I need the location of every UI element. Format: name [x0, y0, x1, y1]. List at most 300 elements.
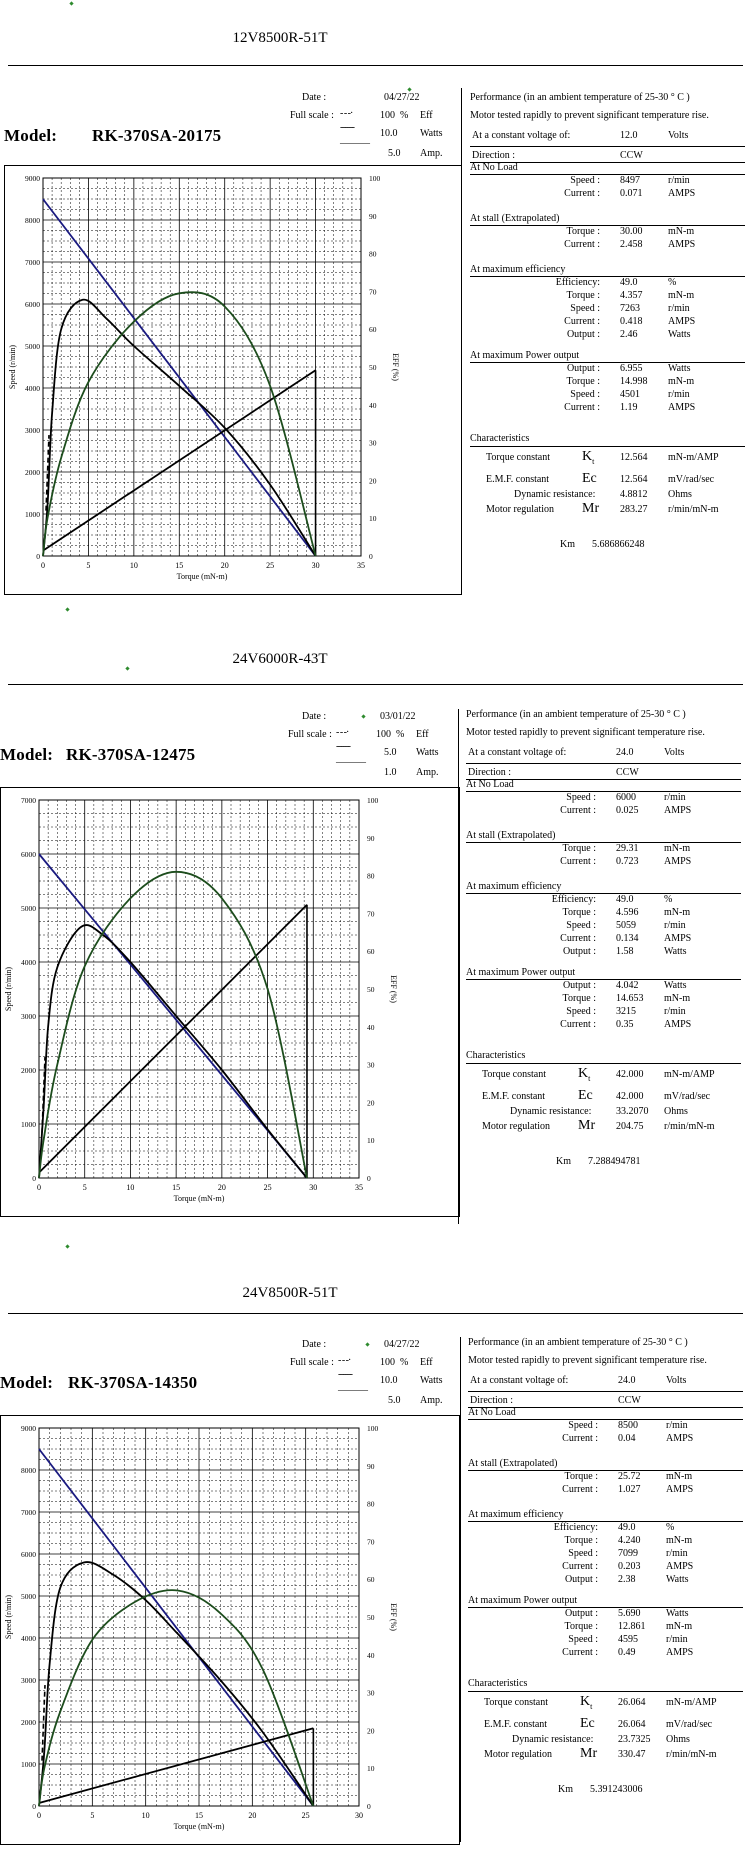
y2-tick-label: 40 [369, 400, 377, 410]
spec-label: Torque : [564, 1535, 598, 1546]
y-tick-label: 5000 [25, 342, 40, 351]
char-symbol-main: K [582, 449, 593, 464]
scale-watts-value: 10.0 [380, 1375, 398, 1386]
spec-unit: Watts [668, 329, 691, 340]
char-label: Motor regulation [482, 1121, 551, 1132]
section-rule [468, 1391, 743, 1392]
max-eff-row [468, 1574, 743, 1587]
x-tick-label: 10 [126, 1183, 135, 1192]
spec-value: 4.240 [618, 1535, 641, 1546]
spec-unit: mN-m [664, 907, 691, 918]
spec-value: 49.0 [618, 1522, 636, 1533]
char-symbol [578, 1088, 593, 1104]
y2-tick-label: 60 [369, 325, 377, 335]
voltage-unit: Volts [664, 747, 685, 758]
spec-label: Output : [566, 329, 600, 340]
char-unit: mV/rad/sec [666, 1719, 713, 1730]
spec-unit: r/min [668, 389, 690, 400]
scale-eff-name: Eff [420, 1357, 433, 1368]
spec-label: Speed : [566, 920, 596, 931]
spec-unit: mN-m [668, 226, 695, 237]
green-marker-icon [361, 714, 365, 718]
x-tick-label: 0 [41, 561, 45, 570]
y-tick-label: 7000 [21, 796, 36, 805]
full-scale-label: Full scale : [290, 1357, 334, 1368]
spec-label: Torque : [562, 907, 596, 918]
spec-unit: mN-m [668, 290, 695, 301]
direction-label: Direction : [472, 150, 516, 161]
voltage-unit: Volts [668, 130, 689, 141]
scale-amp-name: Amp. [420, 148, 443, 159]
performance-chart [4, 165, 462, 595]
full-scale-label: Full scale : [290, 110, 334, 121]
x-tick-label: 35 [357, 561, 365, 570]
spec-value: 49.0 [616, 894, 634, 905]
section-title-max-eff: At maximum efficiency [470, 264, 566, 275]
spec-unit: % [668, 277, 677, 288]
char-unit: mN-m/AMP [664, 1069, 715, 1080]
y2-axis-label: EFF (%) [391, 353, 400, 381]
x-tick-label: 10 [141, 1811, 150, 1820]
y-axis-label: Speed (r/min) [4, 1594, 13, 1640]
spec-unit: Watts [666, 1574, 689, 1585]
spec-unit: mN-m [666, 1621, 693, 1632]
date-value: 03/01/22 [380, 711, 416, 722]
char-value: 283.27 [620, 504, 648, 515]
x-tick-label: 10 [129, 561, 138, 570]
char-unit: r/min/mN-m [664, 1121, 715, 1132]
spec-label: Torque : [564, 1621, 598, 1632]
section-title-no-load: At No Load [468, 1407, 516, 1418]
spec-label: Speed : [570, 303, 600, 314]
column-divider [460, 1337, 461, 1842]
char-value: 4.8812 [620, 489, 648, 500]
spec-label: Current : [564, 402, 600, 413]
km-row [466, 1156, 741, 1169]
spec-unit: AMPS [668, 239, 696, 250]
series-current-line [39, 1728, 313, 1803]
section-title-characteristics: Characteristics [466, 1050, 526, 1061]
spec-unit: Watts [664, 946, 687, 957]
scale-watts-name: Watts [416, 747, 439, 758]
model-label: Model: [0, 745, 54, 764]
y2-tick-label: 20 [369, 476, 377, 486]
header-rule [8, 65, 743, 66]
spec-unit: r/min [668, 303, 690, 314]
char-value: 33.2070 [616, 1106, 649, 1117]
max-power-row [466, 1019, 741, 1032]
spec-label: Torque : [566, 376, 600, 387]
y2-tick-label: 20 [367, 1098, 375, 1108]
eff-line-key: - - -· [340, 108, 353, 119]
amp-line-key: ——— [338, 1385, 368, 1396]
spec-unit: r/min [668, 175, 690, 186]
spec-label: Efficiency: [553, 1522, 598, 1533]
spec-unit: AMPS [664, 805, 692, 816]
char-symbol-main: K [578, 1066, 589, 1081]
spec-label: Output : [562, 946, 596, 957]
perf-note: Motor tested rapidly to prevent significant temperature rise. [470, 110, 709, 121]
char-symbol-sub: t [590, 1701, 593, 1711]
max-eff-row [470, 303, 745, 316]
char-symbol [580, 1694, 592, 1711]
spec-label: Torque : [562, 993, 596, 1004]
stall-row [468, 1484, 743, 1497]
y-tick-label: 2000 [21, 1718, 36, 1727]
x-tick-label: 0 [37, 1811, 41, 1820]
spec-label: Current : [564, 188, 600, 199]
spec-label: Speed : [570, 389, 600, 400]
eff-line-key: - - -· [338, 1355, 351, 1366]
voltage-value: 24.0 [616, 747, 634, 758]
char-value: 12.564 [620, 452, 648, 463]
spec-value: 14.998 [620, 376, 648, 387]
no-load-row [466, 792, 741, 805]
km-row [468, 1784, 743, 1797]
scale-eff-value: 100 [376, 729, 391, 740]
y2-tick-label: 10 [367, 1764, 375, 1774]
date-label: Date : [302, 711, 327, 722]
y-tick-label: 6000 [25, 300, 40, 309]
direction-label: Direction : [468, 767, 512, 778]
section-rule [470, 446, 745, 447]
section-title-no-load: At No Load [470, 162, 518, 173]
char-value: 12.564 [620, 474, 648, 485]
voltage-label: At a constant voltage of: [468, 747, 567, 758]
spec-value: 1.027 [618, 1484, 641, 1495]
spec-unit: AMPS [666, 1647, 694, 1658]
spec-label: Current : [564, 239, 600, 250]
spec-label: Output : [562, 980, 596, 991]
voltage-row [470, 130, 745, 143]
stall-row [466, 856, 741, 869]
x-tick-label: 25 [301, 1811, 310, 1820]
x-tick-label: 30 [355, 1811, 363, 1820]
scale-amp-name: Amp. [420, 1395, 443, 1406]
y-tick-label: 6000 [21, 1550, 36, 1559]
voltage-label: At a constant voltage of: [472, 130, 571, 141]
spec-value: 6.955 [620, 363, 643, 374]
max-power-row [468, 1608, 743, 1621]
no-load-row [468, 1433, 743, 1446]
char-symbol-main: Ec [580, 1716, 595, 1731]
scale-amp-value: 5.0 [388, 148, 401, 159]
spec-value: 29.31 [616, 843, 639, 854]
series-output-line [39, 925, 307, 1178]
section-title-max-power: At maximum Power output [468, 1595, 578, 1606]
spec-label: Torque : [562, 843, 596, 854]
y2-tick-label: 30 [367, 1688, 375, 1698]
spec-unit: % [664, 894, 673, 905]
performance-chart [0, 787, 460, 1217]
x-tick-label: 0 [37, 1183, 41, 1192]
eff-line-key: - - -· [336, 727, 349, 738]
spec-label: Current : [564, 316, 600, 327]
y2-tick-label: 70 [367, 909, 375, 919]
spec-unit: AMPS [666, 1561, 694, 1572]
perf-note: Motor tested rapidly to prevent significant temperature rise. [468, 1355, 707, 1366]
max-power-row [466, 1006, 741, 1019]
motor-sheet-2 [0, 617, 750, 1217]
spec-value: 4595 [618, 1634, 638, 1645]
char-symbol-main: K [580, 1694, 591, 1709]
x-axis-label: Torque (mN-m) [173, 1822, 225, 1831]
max-eff-row [470, 329, 745, 342]
section-title-no-load: At No Load [466, 779, 514, 790]
spec-value: 0.071 [620, 188, 643, 199]
spec-value: 30.00 [620, 226, 643, 237]
direction-value: CCW [616, 767, 639, 778]
spec-value: 7263 [620, 303, 640, 314]
spec-value: 0.203 [618, 1561, 641, 1572]
spec-label: Current : [562, 1433, 598, 1444]
spec-value: 5.690 [618, 1608, 641, 1619]
y-tick-label: 1000 [25, 510, 40, 519]
section-rule [466, 763, 741, 764]
char-symbol [580, 1746, 597, 1762]
max-eff-row [466, 920, 741, 933]
y2-tick-label: 30 [369, 438, 377, 448]
y-tick-label: 2000 [25, 468, 40, 477]
spec-label: Current : [560, 933, 596, 944]
column-divider [458, 709, 459, 1224]
spec-label: Current : [562, 1647, 598, 1658]
char-label: Dynamic resistance: [512, 1734, 594, 1745]
char-symbol-main: Ec [578, 1088, 593, 1103]
spec-value: 0.025 [616, 805, 639, 816]
spec-value: 0.04 [618, 1433, 636, 1444]
stall-row [466, 843, 741, 856]
max-power-row [468, 1634, 743, 1647]
x-tick-label: 25 [266, 561, 275, 570]
model-line [4, 126, 221, 146]
scale-amp-value: 1.0 [384, 767, 397, 778]
spec-label: Torque : [564, 1471, 598, 1482]
green-marker-icon [65, 1244, 69, 1248]
max-power-row [470, 376, 745, 389]
y-tick-label: 0 [32, 1802, 36, 1811]
max-eff-row [468, 1548, 743, 1561]
grid [39, 800, 359, 1178]
spec-value: 12.861 [618, 1621, 646, 1632]
max-eff-row [470, 316, 745, 329]
characteristic-row [468, 1694, 743, 1715]
perf-title: Performance (in an ambient temperature of 25-30 ° C ) [468, 1337, 688, 1348]
spec-value: 8500 [618, 1420, 638, 1431]
section-title-max-eff: At maximum efficiency [468, 1509, 564, 1520]
char-label: E.M.F. constant [484, 1719, 548, 1730]
y2-tick-label: 40 [367, 1650, 375, 1660]
spec-unit: AMPS [666, 1484, 694, 1495]
char-symbol-sub: t [588, 1073, 591, 1083]
amp-line-key: ——— [340, 138, 370, 149]
spec-value: 1.19 [620, 402, 638, 413]
spec-unit: Watts [666, 1608, 689, 1619]
y2-tick-label: 50 [367, 985, 375, 994]
char-label: Motor regulation [484, 1749, 553, 1760]
x-tick-label: 30 [311, 561, 320, 570]
section-rule [466, 1063, 741, 1064]
model-number: RK-370SA-14350 [68, 1373, 198, 1392]
max-eff-row [466, 933, 741, 946]
y2-tick-label: 70 [369, 287, 377, 297]
scale-eff-unit: % [400, 1357, 409, 1368]
direction-value: CCW [618, 1395, 641, 1406]
y-axis-label: Speed (r/min) [4, 966, 13, 1012]
spec-unit: AMPS [668, 316, 696, 327]
y-tick-label: 3000 [25, 426, 40, 435]
y-tick-label: 4000 [25, 384, 40, 393]
spec-unit: r/min [664, 792, 686, 803]
max-power-row [470, 363, 745, 376]
y-tick-label: 3000 [21, 1012, 36, 1021]
spec-label: Efficiency: [555, 277, 600, 288]
chart-svg [1, 788, 459, 1216]
spec-label: Torque : [566, 226, 600, 237]
scale-amp-name: Amp. [416, 767, 439, 778]
y2-tick-label: 70 [367, 1537, 375, 1547]
date-label: Date : [302, 1339, 327, 1350]
spec-unit: Watts [664, 980, 687, 991]
spec-value: 0.35 [616, 1019, 634, 1030]
date-value: 04/27/22 [384, 92, 420, 103]
y-tick-label: 6000 [21, 850, 36, 859]
y2-tick-label: 10 [367, 1136, 375, 1146]
x-tick-label: 5 [90, 1811, 95, 1820]
watts-line-key: ------ [336, 741, 350, 752]
voltage-value: 12.0 [620, 130, 638, 141]
y2-tick-label: 10 [369, 514, 377, 524]
series-efficiency-line [39, 1590, 313, 1806]
column-divider [461, 88, 462, 588]
voltage-unit: Volts [666, 1375, 687, 1386]
scale-eff-unit: % [396, 729, 405, 740]
y-tick-label: 1000 [21, 1120, 36, 1129]
char-label: Torque constant [482, 1069, 547, 1080]
km-value: 5.391243006 [590, 1784, 643, 1795]
no-load-row [468, 1420, 743, 1433]
motor-sheet-1 [0, 0, 750, 600]
characteristic-row [470, 501, 745, 522]
km-value: 7.288494781 [588, 1156, 641, 1167]
spec-label: Speed : [570, 175, 600, 186]
char-symbol [582, 501, 599, 517]
max-eff-row [470, 290, 745, 303]
spec-unit: r/min [666, 1420, 688, 1431]
spec-label: Current : [562, 1561, 598, 1572]
x-tick-label: 15 [195, 1811, 203, 1820]
scale-watts-name: Watts [420, 128, 443, 139]
spec-unit: AMPS [666, 1433, 694, 1444]
y-tick-label: 3000 [21, 1676, 36, 1685]
km-row [470, 539, 745, 552]
x-tick-label: 20 [248, 1811, 257, 1820]
spec-value: 4501 [620, 389, 640, 400]
y-tick-label: 2000 [21, 1066, 36, 1075]
spec-value: 4.042 [616, 980, 639, 991]
section-title-stall: At stall (Extrapolated) [466, 830, 556, 841]
spec-value: 6000 [616, 792, 636, 803]
spec-label: Output : [564, 1574, 598, 1585]
date-value: 04/27/22 [384, 1339, 420, 1350]
voltage-value: 24.0 [618, 1375, 636, 1386]
char-unit: r/min/mN-m [666, 1749, 717, 1760]
x-tick-label: 5 [82, 1183, 87, 1192]
char-label: E.M.F. constant [482, 1091, 546, 1102]
x-tick-label: 25 [263, 1183, 272, 1192]
model-label: Model: [0, 1373, 54, 1392]
green-marker-icon [65, 607, 69, 611]
spec-label: Speed : [568, 1420, 598, 1431]
y2-tick-label: 60 [367, 1575, 375, 1585]
x-tick-label: 30 [309, 1183, 318, 1192]
y2-tick-label: 60 [367, 947, 375, 957]
perf-note: Motor tested rapidly to prevent significant temperature rise. [466, 727, 705, 738]
spec-unit: AMPS [668, 402, 696, 413]
x-tick-label: 20 [220, 561, 229, 570]
spec-label: Current : [562, 1484, 598, 1495]
y2-tick-label: 20 [367, 1726, 375, 1736]
spec-value: 0.134 [616, 933, 639, 944]
spec-label: Current : [560, 805, 596, 816]
model-line [0, 745, 195, 765]
y-tick-label: 1000 [21, 1760, 36, 1769]
km-label: Km [560, 539, 575, 550]
performance-chart [0, 1415, 460, 1845]
plot-border [43, 178, 361, 556]
y2-tick-label: 80 [367, 871, 375, 881]
direction-value: CCW [620, 150, 643, 161]
max-eff-row [468, 1535, 743, 1548]
char-label: E.M.F. constant [486, 474, 550, 485]
char-label: Dynamic resistance: [510, 1106, 592, 1117]
char-symbol-main: Mr [578, 1118, 596, 1133]
y-tick-label: 7000 [25, 258, 40, 267]
characteristic-row [468, 1746, 743, 1767]
characteristic-row [466, 1118, 741, 1139]
watts-line-key: ------ [338, 1369, 352, 1380]
km-label: Km [558, 1784, 573, 1795]
series-current-line [39, 905, 307, 1173]
char-label: Torque constant [484, 1697, 549, 1708]
spec-value: 2.46 [620, 329, 638, 340]
y2-tick-label: 100 [367, 796, 379, 805]
spec-label: Speed : [568, 1634, 598, 1645]
section-title-stall: At stall (Extrapolated) [470, 213, 560, 224]
section-title-stall: At stall (Extrapolated) [468, 1458, 558, 1469]
char-value: 26.064 [618, 1697, 646, 1708]
spec-unit: AMPS [664, 1019, 692, 1030]
char-symbol-sub: t [592, 456, 595, 466]
y-tick-label: 8000 [21, 1466, 36, 1475]
no-load-row [470, 175, 745, 188]
section-rule [470, 146, 745, 147]
char-value: 42.000 [616, 1069, 644, 1080]
stall-row [470, 239, 745, 252]
spec-unit: mN-m [666, 1471, 693, 1482]
y2-tick-label: 40 [367, 1022, 375, 1032]
char-symbol [582, 471, 597, 487]
spec-unit: AMPS [664, 933, 692, 944]
stall-row [468, 1471, 743, 1484]
char-unit: mV/rad/sec [668, 474, 715, 485]
spec-unit: r/min [666, 1548, 688, 1559]
y2-tick-label: 30 [367, 1060, 375, 1070]
y-tick-label: 5000 [21, 904, 36, 913]
char-value: 204.75 [616, 1121, 644, 1132]
char-unit: Ohms [664, 1106, 688, 1117]
x-axis-label: Torque (mN-m) [173, 1194, 225, 1203]
